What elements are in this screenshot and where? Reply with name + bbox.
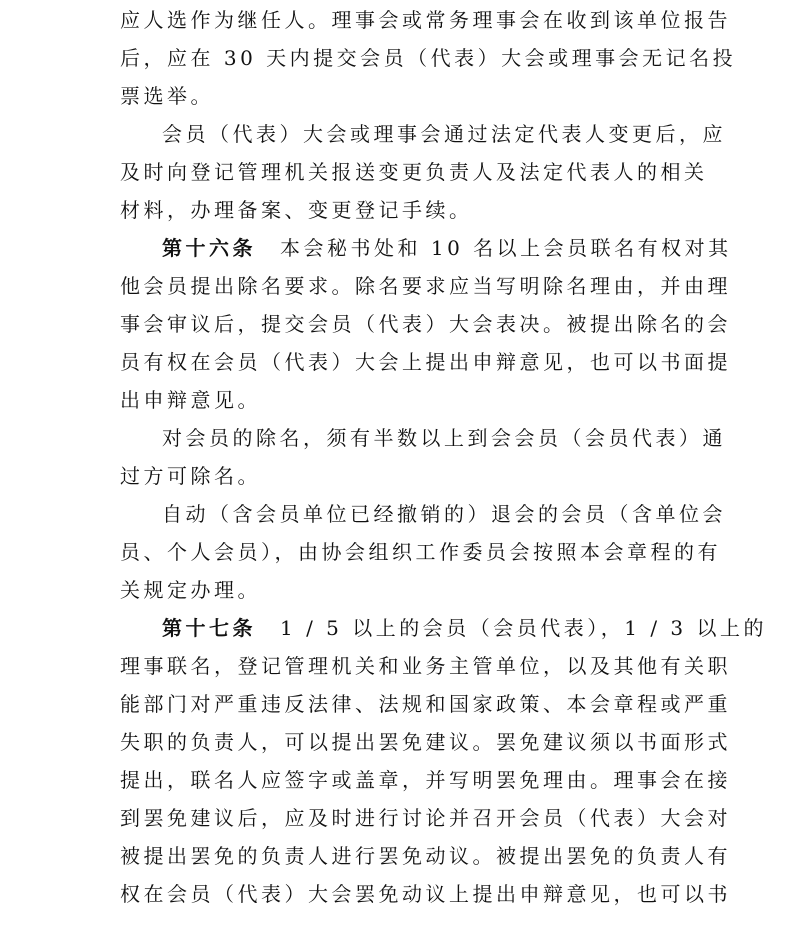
article-16-heading: 第十六条 [162, 236, 256, 260]
article-16-first-line [162, 236, 732, 260]
text-line: 自动（含会员单位已经撤销的）退会的会员（含单位会 [162, 502, 726, 526]
text-line: 他会员提出除名要求。除名要求应当写明除名理由，并由理 [120, 274, 731, 298]
text-line: 提出，联名人应签字或盖章，并写明罢免理由。理事会在接 [120, 768, 731, 792]
text-line: 出申辩意见。 [120, 388, 261, 412]
text-line: 员、个人会员），由协会组织工作委员会按照本会章程的有 [120, 540, 721, 564]
text-line: 1 / 5 以上的会员（会员代表），1 / 3 以上的 [280, 616, 768, 640]
text-line: 本会秘书处和 10 名以上会员联名有权对其 [280, 236, 732, 260]
text-line: 被提出罢免的负责人进行罢免动议。被提出罢免的负责人有 [120, 844, 731, 868]
text-line: 对会员的除名，须有半数以上到会会员（会员代表）通 [162, 426, 726, 450]
text-line: 能部门对严重违反法律、法规和国家政策、本会章程或严重 [120, 692, 731, 716]
text-line: 员有权在会员（代表）大会上提出申辩意见，也可以书面提 [120, 350, 731, 374]
text-line: 失职的负责人，可以提出罢免建议。罢免建议须以书面形式 [120, 730, 731, 754]
text-line: 及时向登记管理机关报送变更负责人及法定代表人的相关 [120, 160, 708, 184]
text-line: 票选举。 [120, 84, 214, 108]
article-17-first-line [162, 616, 768, 640]
text-line: 关规定办理。 [120, 578, 261, 602]
text-line: 后，应在 30 天内提交会员（代表）大会或理事会无记名投 [120, 46, 737, 70]
text-line: 过方可除名。 [120, 464, 261, 488]
article-17-heading: 第十七条 [162, 616, 256, 640]
text-line: 应人选作为继任人。理事会或常务理事会在收到该单位报告 [120, 8, 731, 32]
text-line: 到罢免建议后，应及时进行讨论并召开会员（代表）大会对 [120, 806, 731, 830]
text-line: 理事联名，登记管理机关和业务主管单位，以及其他有关职 [120, 654, 731, 678]
text-line: 会员（代表）大会或理事会通过法定代表人变更后，应 [162, 122, 726, 146]
text-line: 权在会员（代表）大会罢免动议上提出申辩意见，也可以书 [120, 882, 731, 906]
text-line: 材料，办理备案、变更登记手续。 [120, 198, 473, 222]
text-line: 事会审议后，提交会员（代表）大会表决。被提出除名的会 [120, 312, 731, 336]
